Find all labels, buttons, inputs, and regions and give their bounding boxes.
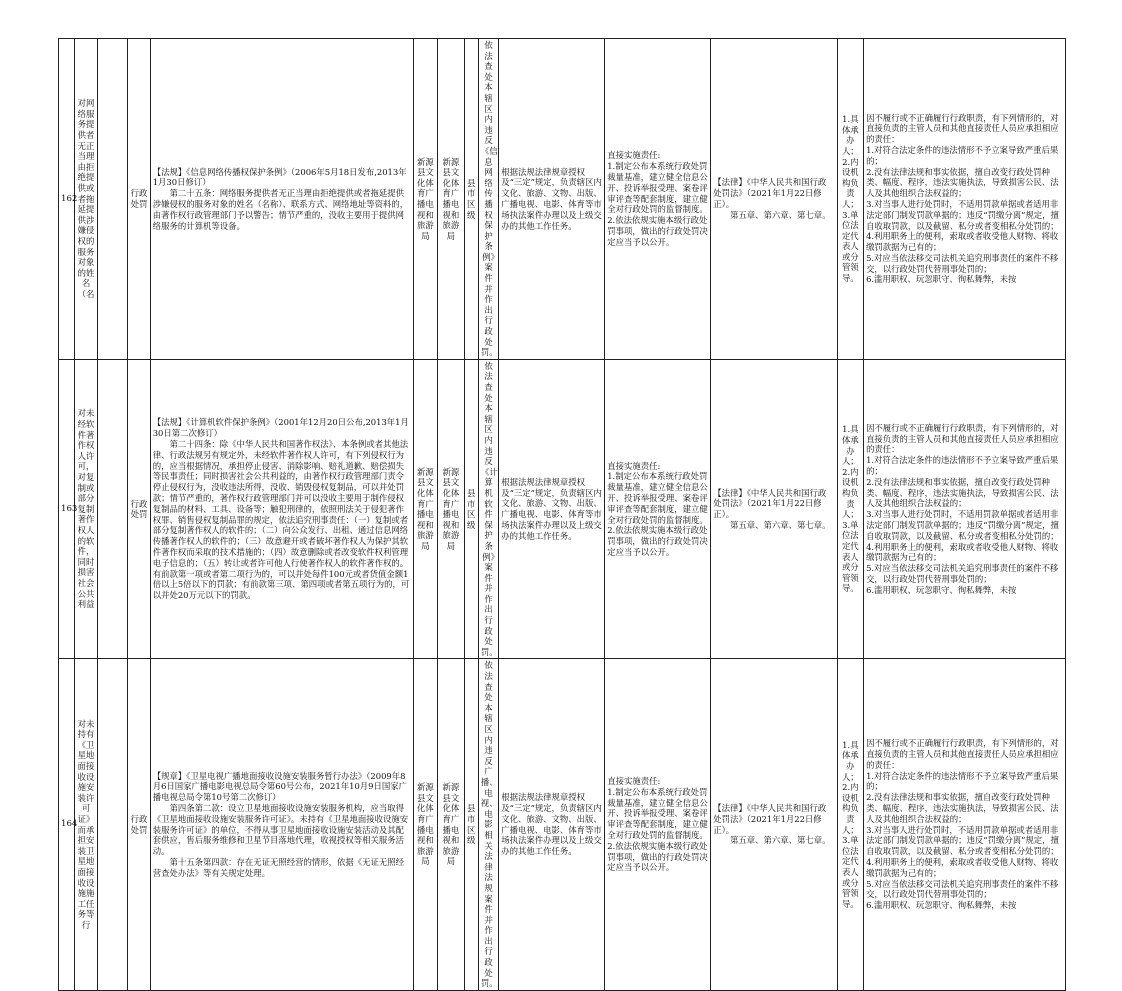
item-name-cell: 对未持有《卫星地面接收设施安装许可证》而承担安装卫星地面接收设施施工任务等行 <box>75 659 97 990</box>
liability-line: 4.利用职务上的便利，索取或者收受他人财物、将收缴罚款据为己有的； <box>866 541 1059 563</box>
liability-line: 2.没有法律法规和事实依据，擅自改变行政处罚种类、幅度、程序，违法实施执法，导致损害公民、法人及其他组织合法权益的； <box>866 166 1059 199</box>
implement-line: 1.制定公布本系统行政处罚裁量基准，建立健全信息公开、投诉举报受理、案卷评审评查等配套制度，建立健全对行政处罚的监督制度。 <box>607 471 708 525</box>
basis-line: 第十五条第四款：存在无证无照经营的情形，依据《无证无照经营查处办法》等有关规定处理。 <box>152 857 404 878</box>
responsibility-table <box>58 38 1066 991</box>
liability-line: 6.滥用职权、玩忽职守、徇私舞弊，未按 <box>866 584 1017 595</box>
liability-line: 5.对应当依法移交司法机关追究刑事责任的案件不移交，以行政处罚代替刑事处罚的； <box>866 878 1059 900</box>
duty-cell: 根据法规法律规章授权及“三定”规定，负责辖区内文化、旅游、文物、出版、广播电视、电影、体育等市场执法案件办理以及上级交办的其他工作任务。 <box>499 39 605 360</box>
responsible-department-cell: 新源县文化体育广播电视和旅游局 <box>438 359 464 659</box>
accountable-subject-cell: 1.具体承办人；2.内设机构负责人；3.单位法定代表人或分管领导。 <box>837 359 863 659</box>
law-basis-cell <box>711 659 837 990</box>
law-line: 【法律】《中华人民共和国行政处罚法》（2021年1月22日修正）。 <box>713 487 827 520</box>
accountability-cell <box>864 659 1066 990</box>
row-number: 162 <box>59 39 75 360</box>
implementing-subject-cell: 新源县文化体育广播电视和旅游局 <box>413 39 437 360</box>
table-row <box>59 39 1066 360</box>
legal-basis-cell <box>150 359 413 659</box>
exercise-level-cell: 县市区级 <box>464 359 478 659</box>
law-line: 【法律】《中华人民共和国行政处罚法》（2021年1月22日修正）。 <box>713 803 827 835</box>
implementation-responsibility-cell <box>605 659 711 990</box>
empty-cell <box>97 659 128 990</box>
accountability-cell <box>864 359 1066 659</box>
implement-line: 直接实施责任: <box>607 460 661 471</box>
liability-line: 4.利用职务上的便利，索取或者收受他人财物、将收缴罚款据为己有的； <box>866 231 1059 253</box>
table-row <box>59 359 1066 659</box>
liability-line: 因不履行或不正确履行行政职责，有下列情形的，对直接负责的主管人员和其他直接责任人员应承担相应的责任： <box>866 112 1059 145</box>
basis-line: 第二十四条：除《中华人民共和国著作权法》、本条例或者其他法律、行政法规另有规定外，未经软件著作权人许可，有下列侵权行为的，应当根据情况，承担停止侵害、消除影响、赔礼道歉、赔偿损失等民事责任；同时损害社会公共利益的，由著作权行政管理部门责令停止侵权行为，没收违法所得，没收、销毁侵权复制品，可以并处罚款；情节严重的，著作权行政管理部门并可以没收主要用于制作侵权复制品的材料、工具、设备等；触犯刑律的，依照刑法关于侵犯著作权罪、销售侵权复制品罪的规定，依法追究刑事责任：（一）复制或者部分复制著作权人的软件的；（二）向公众发行、出租、通过信息网络传播著作权人的软件的；（三）故意避开或者破坏著作权人为保护其软件著作权而采取的技术措施的；（四）故意删除或者改变软件权利管理电子信息的；（五）转让或者许可他人行使著作权人的软件著作权的。有前款第一项或者第二项行为的，可以并处每件100元或者货值金额1倍以上5倍以下的罚款；有前款第三项、第四项或者第五项行为的，可以并处20万元以下的罚款。 <box>152 438 410 601</box>
implement-line: 1.制定公布本系统行政处罚裁量基准，建立健全信息公开、投诉举报受理、案卷评审评查等配套制度，建立健全对行政处罚的监督制度。 <box>607 786 708 841</box>
law-basis-cell <box>711 39 837 360</box>
implement-line: 1.制定公布本系统行政处罚裁量基准，建立健全信息公开、投诉举报受理、案卷评审评查等配套制度，建立健全对行政处罚的监督制度。 <box>607 161 708 215</box>
liability-line: 6.滥用职权、玩忽职守、徇私舞弊，未按 <box>866 274 1017 285</box>
liability-line: 因不履行或不正确履行行政职责，有下列情形的，对直接负责的主管人员和其他直接责任人员应承担相应的责任： <box>866 738 1059 770</box>
liability-line: 5.对应当依法移交司法机关追究刑事责任的案件不移交，以行政处罚代替刑事处罚的； <box>866 563 1059 584</box>
responsible-department-cell: 新源县文化体育广播电视和旅游局 <box>438 659 464 990</box>
duty-cell: 根据法规法律规章授权及“三定”规定，负责辖区内文化、旅游、文物、出版、广播电视、电影、体育等市场执法案件办理以及上级交办的其他工作任务。 <box>499 359 605 659</box>
liability-line: 1.对符合法定条件的违法情形不予立案导致严重后果的； <box>866 144 1059 166</box>
liability-line: 3.对当事人进行处罚时，不适用罚款单据或者适用非法定部门制发罚款单据的；违反“罚缴分离”规定，擅自收取罚款，以及截留、私分或者变相私分处罚的； <box>866 198 1059 231</box>
scope-cell: 依法查处本辖区内违反广播、电视、电影相关法律法规案件并作出行政处罚。 <box>478 659 498 990</box>
legal-basis-cell <box>150 39 413 360</box>
accountable-subject-cell: 1.具体承办人；2.内设机构负责人；3.单位法定代表人或分管领导。 <box>837 39 863 360</box>
liability-line: 4.利用职务上的便利，索取或者收受他人财物、将收缴罚款据为己有的； <box>866 857 1059 878</box>
duty-cell: 根据法规法律规章授权及“三定”规定，负责辖区内文化、旅游、文物、出版、广播电视、电影、体育等市场执法案件办理以及上级交办的其他工作任务。 <box>499 659 605 990</box>
item-type-cell: 行政处罚 <box>128 659 150 990</box>
implementation-responsibility-cell <box>605 39 711 360</box>
liability-line: 1.对符合法定条件的违法情形不予立案导致严重后果的； <box>866 770 1059 792</box>
implementing-subject-cell: 新源县文化体育广播电视和旅游局 <box>413 359 437 659</box>
basis-line: 【法规】《计算机软件保护条例》（2001年12月20日公布,2013年1月30日第二次修订） <box>152 417 409 439</box>
implement-line: 直接实施责任: <box>607 150 661 161</box>
liability-line: 2.没有法律法规和事实依据，擅自改变行政处罚种类、幅度、程序，违法实施执法，导致损害公民、法人及其他组织合法权益的； <box>866 476 1059 509</box>
implementation-responsibility-cell <box>605 359 711 659</box>
law-line: 第五章、第六章、第七章。 <box>730 209 831 220</box>
empty-cell <box>97 359 128 659</box>
scope-cell: 依法查处本辖区内违反《信息网络传播权保护条例》案件并作出行政处罚。 <box>478 39 498 360</box>
basis-line: 【法规】《信息网络传播权保护条例》（2006年5月18日发布,2013年1月30日修订） <box>152 166 407 188</box>
basis-line: 第四条第二款：设立卫星地面接收设施安装服务机构，应当取得《卫星地面接收设施安装服务许可证》。未持有《卫星地面接收设施安装服务许可证》的单位，不得从事卫星地面接收设施安装活动及其配套供应，售后服务维修和卫星节目落地代理，收视授权等相关服务活动。 <box>152 803 409 857</box>
basis-line: 【规章】《卫星电视广播地面接收设施安装服务暂行办法》（2009年8月6日国家广播电影电视总局令第60号公布，2021年10月9日国家广播电视总局令第10号第二次修订） <box>152 770 407 803</box>
accountable-subject-cell: 1.具体承办人；2.内设机构负责人；3.单位法定代表人或分管领导。 <box>837 659 863 990</box>
implement-line: 2.依法依规实施本级行政处罚事项，做出的行政处罚决定应当予以公开。 <box>607 215 708 247</box>
liability-line: 5.对应当依法移交司法机关追究刑事责任的案件不移交，以行政处罚代替刑事处罚的； <box>866 252 1059 274</box>
item-name-cell: 对网络服务提供者无正当理由拒绝提供或者拖延提供涉嫌侵权的服务对象的姓名（名 <box>75 39 97 360</box>
legal-basis-cell <box>150 659 413 990</box>
law-line: 第五章、第六章、第七章。 <box>730 519 831 530</box>
accountability-cell <box>864 39 1066 360</box>
responsible-department-cell: 新源县文化体育广播电视和旅游局 <box>438 39 464 360</box>
table-row <box>59 659 1066 990</box>
implementing-subject-cell: 新源县文化体育广播电视和旅游局 <box>413 659 437 990</box>
empty-cell <box>97 39 128 360</box>
item-name-cell: 对未经软件著作权人许可，对复制或部分复制著作权人的软件，同时损害社会公共利益 <box>75 359 97 659</box>
law-basis-cell <box>711 359 837 659</box>
law-line: 【法律】《中华人民共和国行政处罚法》（2021年1月22日修正）。 <box>713 177 827 209</box>
law-line: 第五章、第六章、第七章。 <box>730 835 831 846</box>
basis-line: 第二十五条：网络服务提供者无正当理由拒绝提供或者拖延提供涉嫌侵权的服务对象的姓名（名称）、联系方式、网络地址等资料的，由著作权行政管理部门予以警告；情节严重的，没收主要用于提供网络服务的计算机等设备。 <box>152 188 409 231</box>
scope-cell: 依法查处本辖区内违反《计算机软件保护条例》案件并作出行政处罚。 <box>478 359 498 659</box>
row-number: 163 <box>59 359 75 659</box>
row-number: 164 <box>59 659 75 990</box>
exercise-level-cell: 县市区级 <box>464 659 478 990</box>
liability-line: 因不履行或不正确履行行政职责，有下列情形的，对直接负责的主管人员和其他直接责任人员应承担相应的责任： <box>866 422 1059 455</box>
liability-line: 1.对符合法定条件的违法情形不予立案导致严重后果的； <box>866 455 1059 476</box>
liability-line: 2.没有法律法规和事实依据，擅自改变行政处罚种类、幅度、程序，违法实施执法，导致损害公民、法人及其他组织合法权益的； <box>866 792 1059 824</box>
liability-line: 6.滥用职权、玩忽职守、徇私舞弊，未按 <box>866 900 1017 911</box>
exercise-level-cell: 县市区级 <box>464 39 478 360</box>
liability-line: 3.对当事人进行处罚时，不适用罚款单据或者适用非法定部门制发罚款单据的；违反“罚缴分离”规定，擅自收取罚款，以及截留、私分或者变相私分处罚的； <box>866 509 1059 541</box>
item-type-cell: 行政处罚 <box>128 39 150 360</box>
implement-line: 2.依法依规实施本级行政处罚事项，做出的行政处罚决定应当予以公开。 <box>607 840 708 873</box>
implement-line: 直接实施责任: <box>607 776 661 787</box>
liability-line: 3.对当事人进行处罚时，不适用罚款单据或者适用非法定部门制发罚款单据的；违反“罚缴分离”规定，擅自收取罚款，以及截留、私分或者变相私分处罚的； <box>866 824 1059 857</box>
item-type-cell: 行政处罚 <box>128 359 150 659</box>
implement-line: 2.依法依规实施本级行政处罚事项，做出的行政处罚决定应当予以公开。 <box>607 525 708 557</box>
